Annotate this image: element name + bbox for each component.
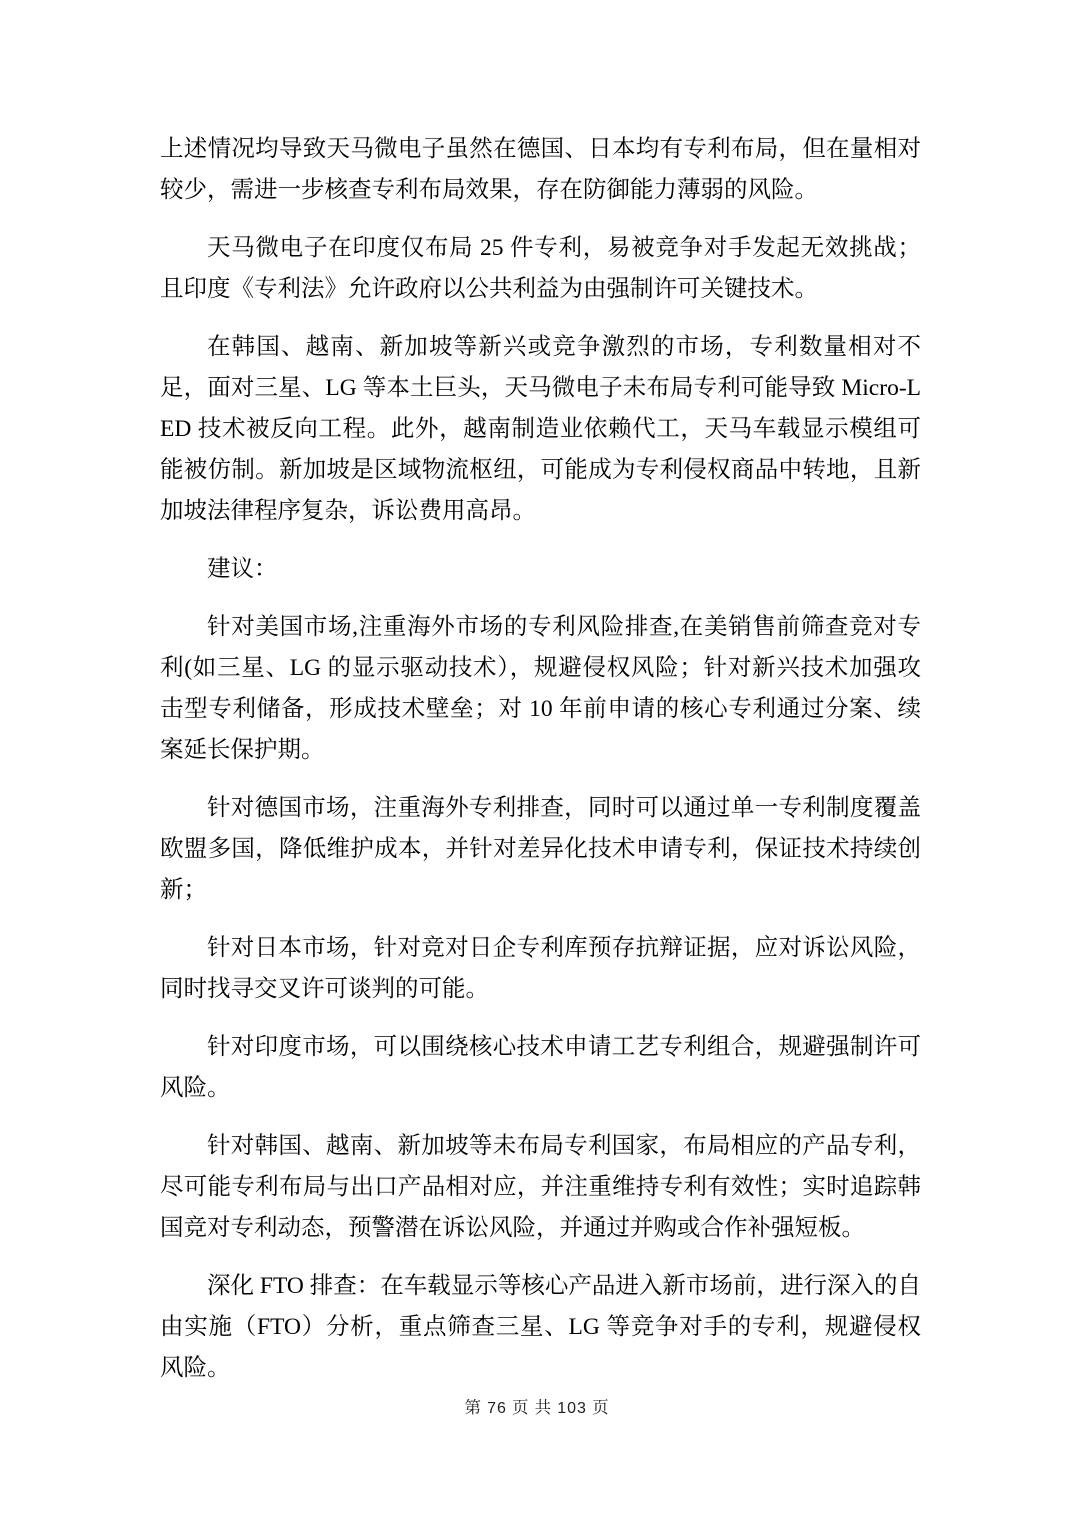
footer-label-prefix: 第 [464,1398,482,1417]
paragraph: 针对印度市场，可以围绕核心技术申请工艺专利组合，规避强制许可风险。 [160,1034,921,1101]
paragraph: 建议： [207,556,278,582]
paragraph: 针对韩国、越南、新加坡等未布局专利国家，布局相应的产品专利，尽可能专利布局与出口产品相对应，并注重维持专利有效性；实时追踪韩国竞对专利动态，预警潜在诉讼风险，并通过并购或合作补强短板。 [160,1133,921,1241]
current-page-number: 76 [487,1400,507,1417]
paragraph: 针对日本市场，针对竞对日企专利库预存抗辩证据，应对诉讼风险，同时找寻交叉许可谈判的可能。 [160,935,921,1002]
paragraph: 在韩国、越南、新加坡等新兴或竞争激烈的市场，专利数量相对不足，面对三星、LG 等本土巨头，天马微电子未布局专利可能导致 Micro-LED 技术被反向工程。此外，越南制造业依赖代工，天马车载显示模组可能被仿制。新加坡是区域物流枢纽，可能成为专利侵权商品中转地，且新加坡法律程序复杂，诉讼费用高昂。 [160,334,921,524]
paragraph: 深化 FTO 排查：在车载显示等核心产品进入新市场前，进行深入的自由实施（FTO）分析，重点筛查三星、LG 等竞争对手的专利，规避侵权风险。 [160,1273,921,1381]
paragraph: 针对美国市场,注重海外市场的专利风险排查,在美销售前筛查竞对专利(如三星、LG 的显示驱动技术），规避侵权风险；针对新兴技术加强攻击型专利储备，形成技术壁垒；对 10 年前申请的核心专利通过分案、续案延长保护期。 [160,614,921,763]
document-content [160,129,921,1406]
page-footer [0,1396,1074,1421]
total-page-number: 103 [557,1400,587,1417]
paragraph: 上述情况均导致天马微电子虽然在德国、日本均有专利布局，但在量相对较少，需进一步核查专利布局效果，存在防御能力薄弱的风险。 [160,136,921,203]
footer-label-middle: 页 共 [511,1398,553,1417]
paragraph: 天马微电子在印度仅布局 25 件专利，易被竞争对手发起无效挑战；且印度《专利法》允许政府以公共利益为由强制许可关键技术。 [160,235,921,302]
footer-label-suffix: 页 [592,1398,610,1417]
paragraph: 针对德国市场，注重海外专利排查，同时可以通过单一专利制度覆盖欧盟多国，降低维护成本，并针对差异化技术申请专利，保证技术持续创新； [160,795,921,903]
